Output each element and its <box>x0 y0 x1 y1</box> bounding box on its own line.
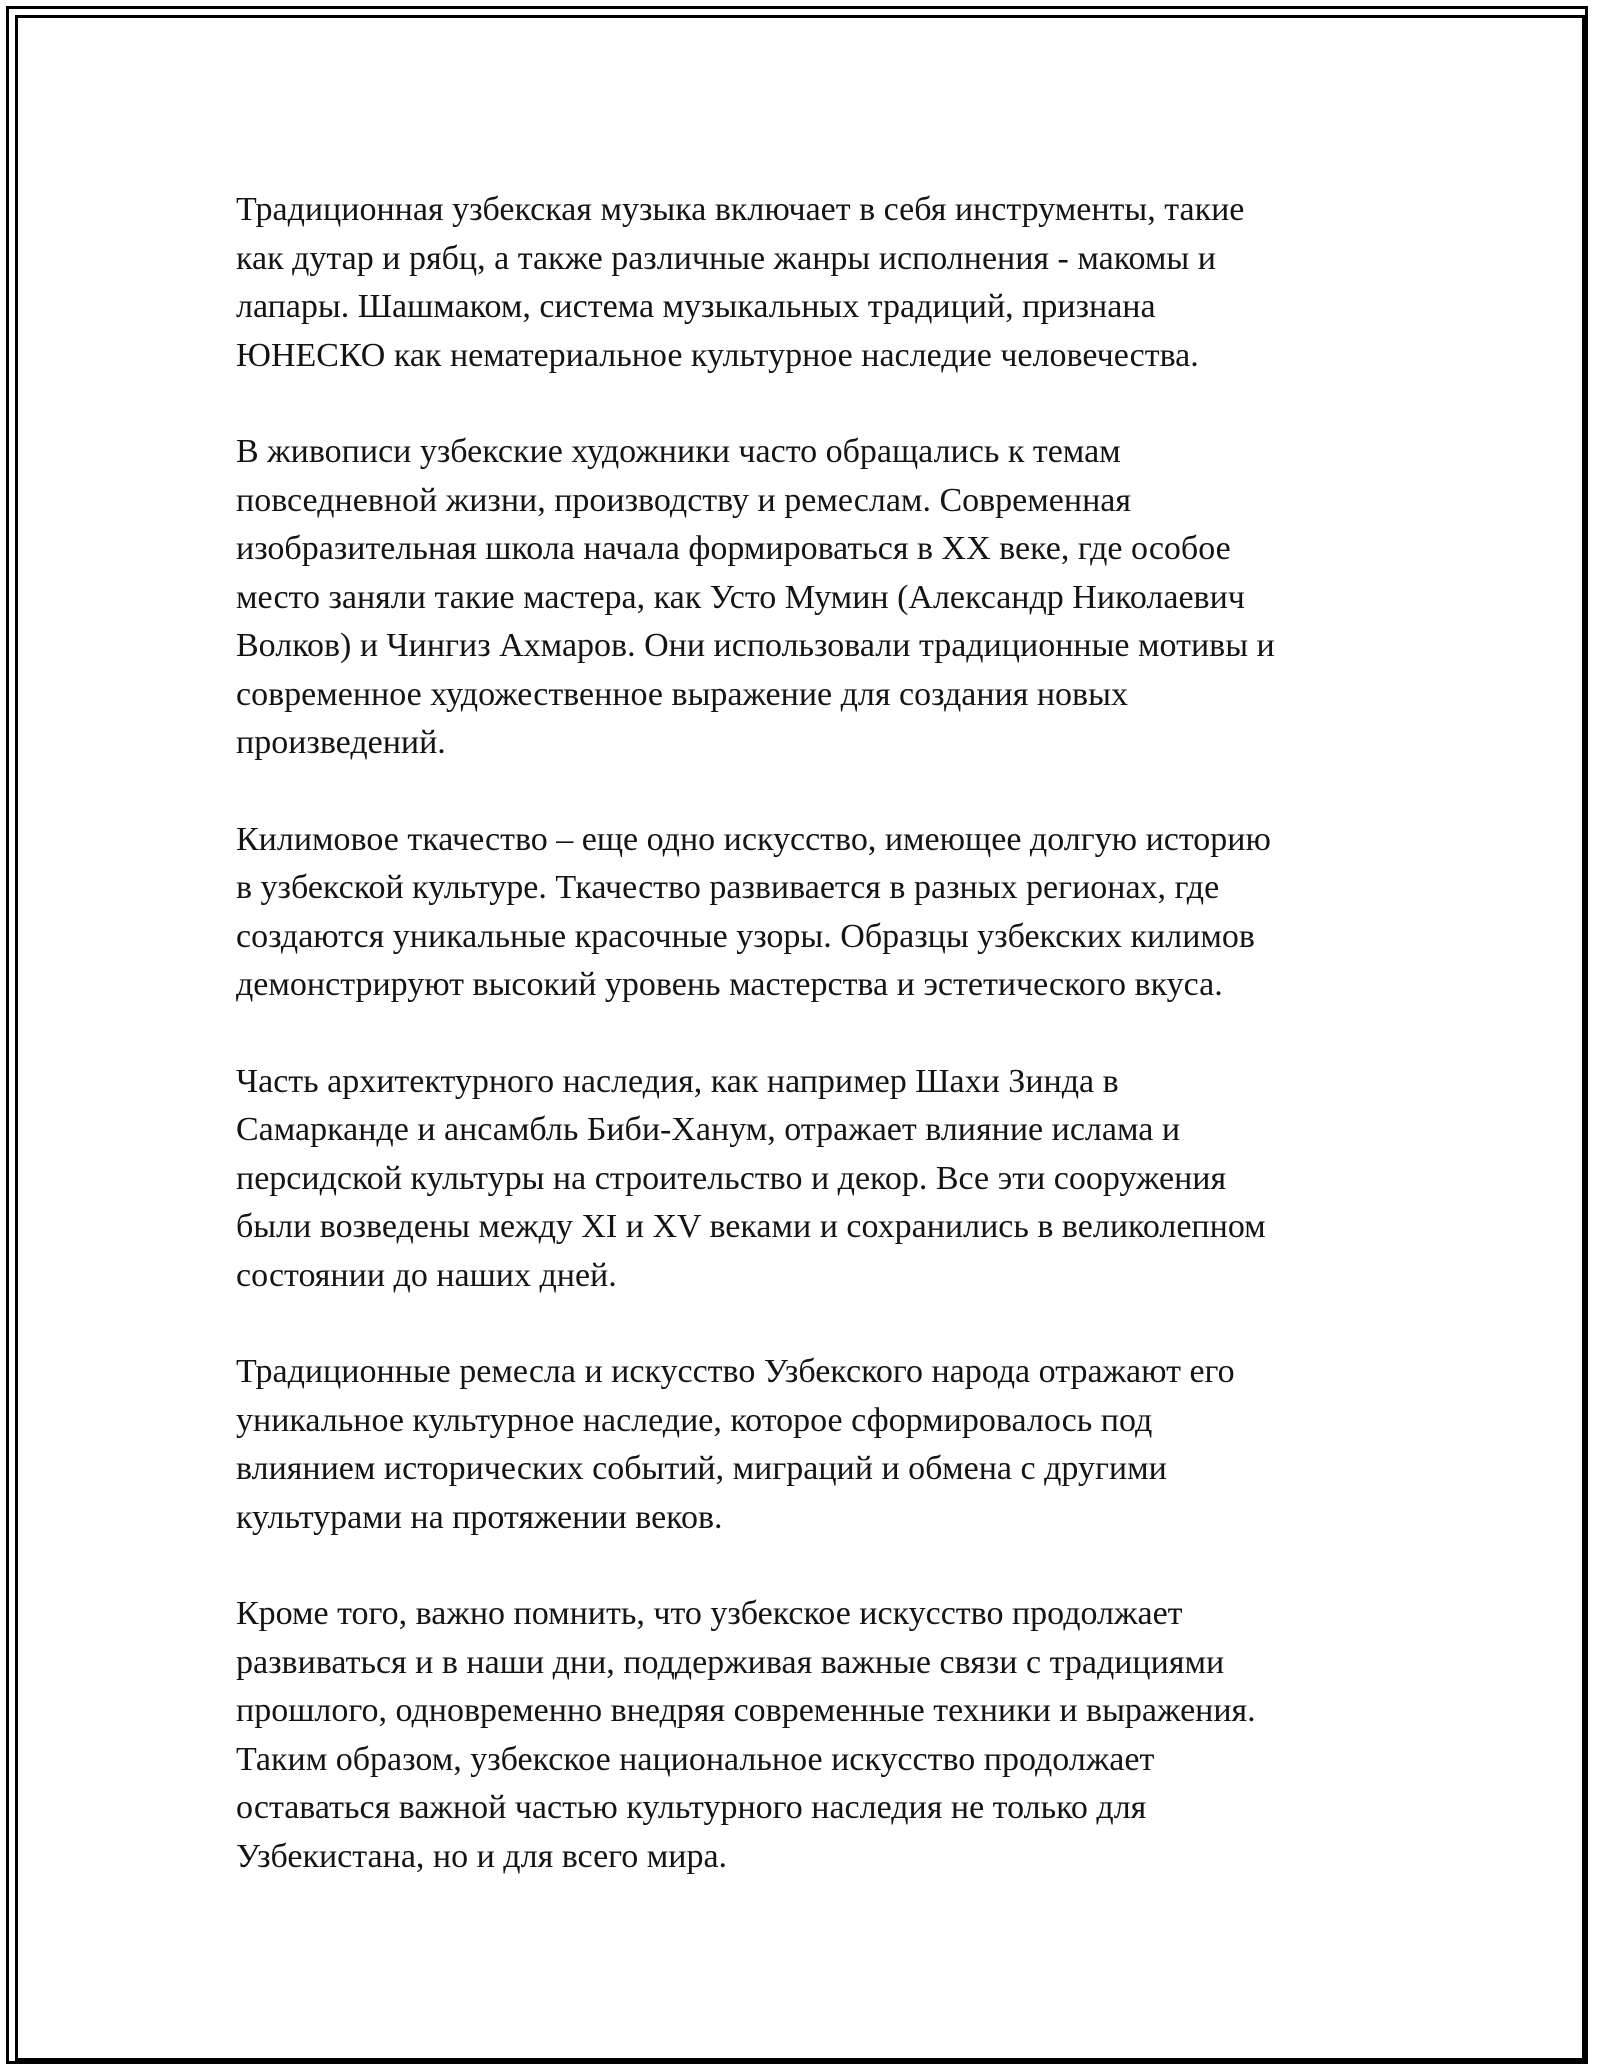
text-line: Узбекистана, но и для всего мира. <box>236 1837 728 1875</box>
text-line: изобразительная школа начала формироваться в XX веке, где особое <box>236 530 1231 567</box>
text-line: создаются уникальные красочные узоры. Образцы узбекских килимов <box>236 917 1255 955</box>
text-line: были возведены между XI и XV веками и сохранились в великолепном <box>236 1208 1266 1245</box>
text-line: Часть архитектурного наследия, как например Шахи Зинда в <box>236 1062 1119 1100</box>
text-line: современное художественное выражение для создания новых <box>236 675 1128 713</box>
text-line: ЮНЕСКО как нематериальное культурное наследие человечества. <box>236 336 1199 374</box>
text-line: как дутар и рябц, а также различные жанры исполнения - макомы и <box>236 239 1216 277</box>
paragraph-6 <box>236 1590 1376 1881</box>
text-line: В живописи узбекские художники часто обращались к темам <box>236 433 1121 470</box>
text-line: культурами на протяжении веков. <box>236 1498 723 1536</box>
text-line: Традиционные ремесла и искусство Узбекского народа отражают его <box>236 1353 1235 1390</box>
paragraph-3 <box>236 816 1376 1010</box>
text-line: Таким образом, узбекское национальное искусство продолжает <box>236 1740 1155 1778</box>
text-line: персидской культуры на строительство и декор. Все эти сооружения <box>236 1159 1227 1197</box>
paragraph-5 <box>236 1348 1376 1542</box>
text-line: демонстрируют высокий уровень мастерства и эстетического вкуса. <box>236 966 1223 1003</box>
paragraph-2 <box>236 428 1376 768</box>
paragraph-4 <box>236 1058 1376 1301</box>
text-line: произведений. <box>236 724 446 761</box>
document-body <box>236 186 1376 1929</box>
text-line: Кроме того, важно помнить, что узбекское искусство продолжает <box>236 1595 1183 1632</box>
text-line: влиянием исторических событий, миграций и обмена с другими <box>236 1450 1167 1487</box>
text-line: оставаться важной частью культурного наследия не только для <box>236 1789 1147 1826</box>
text-line: Самарканде и ансамбль Биби-Ханум, отражает влияние ислама и <box>236 1111 1181 1148</box>
text-line: прошлого, одновременно внедряя современные техники и выражения. <box>236 1692 1256 1729</box>
text-line: в узбекской культуре. Ткачество развивается в разных регионах, где <box>236 869 1220 906</box>
text-line: место заняли такие мастера, как Усто Мумин (Александр Николаевич <box>236 578 1245 616</box>
text-line: состоянии до наших дней. <box>236 1256 617 1294</box>
text-line: уникальное культурное наследие, которое сформировалось под <box>236 1401 1153 1439</box>
text-line: Килимовое ткачество – еще одно искусство, имеющее долгую историю <box>236 820 1271 858</box>
text-line: лапары. Шашмаком, система музыкальных традиций, признана <box>236 288 1156 325</box>
text-line: Традиционная узбекская музыка включает в себя инструменты, такие <box>236 191 1245 228</box>
paragraph-1 <box>236 186 1376 380</box>
text-line: развиваться и в наши дни, поддерживая важные связи с традициями <box>236 1643 1225 1681</box>
text-line: Волков) и Чингиз Ахмаров. Они использовали традиционные мотивы и <box>236 627 1275 664</box>
text-line: повседневной жизни, производству и ремеслам. Современная <box>236 481 1131 519</box>
